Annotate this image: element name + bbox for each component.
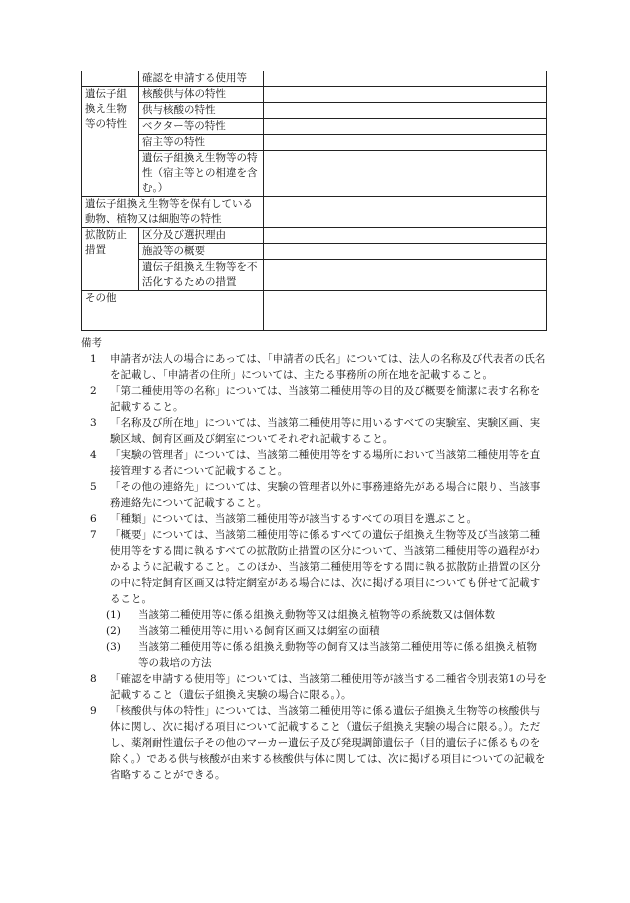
form-label-facility-overview: 施設等の概要 xyxy=(139,244,264,260)
list-item xyxy=(81,703,547,783)
form-label-vector-properties: ベクター等の特性 xyxy=(139,119,264,135)
form-group-label-gmo-properties: 遺伝子組換え生物等の特性 xyxy=(82,87,139,197)
form-label-donor-nucleic-acid: 供与核酸の特性 xyxy=(139,103,264,119)
table-row xyxy=(82,87,547,103)
form-value-cell xyxy=(264,135,547,151)
note-text: 「その他の連絡先」については、実験の管理者以外に事務連絡先がある場合に限り、当該事務連絡先について記載すること。 xyxy=(110,481,541,509)
table-row xyxy=(82,244,547,260)
note-number: 1 xyxy=(90,353,97,365)
form-value-cell xyxy=(264,244,547,260)
note-number: 4 xyxy=(90,449,97,461)
sub-item-text: 当該第二種使用等に係る組換え動物等の飼育又は当該第二種使用等に係る組換え植物等の栽培の方法 xyxy=(138,641,537,669)
table-row xyxy=(82,135,547,151)
list-item xyxy=(81,447,547,479)
table-row xyxy=(82,228,547,244)
note-text: 「核酸供与体の特性」については、当該第二種使用等に係る遺伝子組換え生物等の核酸供与体に関し、次に掲げる項目について記載すること（遺伝子組換え実験の場合に限る。）。ただし、薬剤耐性遺伝子その他のマーカー遺伝子及び発現調節遺伝子（目的遺伝子に係るものを除く。）である供与核酸が由来する核酸供与体に関しては、次に掲げる項目についての記載を省略することができる。 xyxy=(110,705,546,781)
list-item xyxy=(81,671,547,703)
form-value-cell xyxy=(264,291,547,331)
form-value-cell xyxy=(264,87,547,103)
form-value-cell xyxy=(264,71,547,87)
note-text: 「実験の管理者」については、当該第二種使用等をする場所において当該第二種使用等を直接管理する者について記載すること。 xyxy=(110,449,541,477)
form-label-other: その他 xyxy=(82,291,264,331)
form-label-host-properties: 宿主等の特性 xyxy=(139,135,264,151)
form-group-label-containment: 拡散防止措置 xyxy=(82,228,139,291)
note-number: 5 xyxy=(90,481,97,493)
note-number: 9 xyxy=(90,705,97,717)
sub-list-item xyxy=(81,639,547,671)
note-text: 「種類」については、当該第二種使用等が該当するすべての項目を選ぶこと。 xyxy=(110,513,478,525)
note-number: 6 xyxy=(90,513,97,525)
form-value-cell xyxy=(264,119,547,135)
note-number: 7 xyxy=(90,529,97,541)
form-label-gmo-properties: 遺伝子組換え生物等の特性（宿主等との相違を含む。） xyxy=(139,151,264,197)
sub-item-number: (2) xyxy=(106,625,121,637)
table-row xyxy=(82,197,547,228)
table-row xyxy=(82,119,547,135)
note-number: 8 xyxy=(90,673,97,685)
table-row xyxy=(82,151,547,197)
remarks-section xyxy=(81,335,547,783)
list-item xyxy=(81,527,547,607)
note-text: 「第二種使用等の名称」については、当該第二種使用等の目的及び概要を簡潔に表す名称を記載すること。 xyxy=(110,385,541,413)
list-item xyxy=(81,383,547,415)
form-value-cell xyxy=(264,151,547,197)
note-text: 申請者が法人の場合にあっては、「申請者の氏名」については、法人の名称及び代表者の氏名を記載し、「申請者の住所」については、主たる事務所の所在地を記載すること。 xyxy=(110,353,546,381)
form-label-inactivation: 遺伝子組換え生物等を不活化するための措置 xyxy=(139,260,264,291)
list-item xyxy=(81,351,547,383)
list-item xyxy=(81,511,547,527)
form-label-animal-plant-cell: 遺伝子組換え生物等を保有している動物、植物又は細胞等の特性 xyxy=(82,197,264,228)
table-row xyxy=(82,71,547,87)
table-row xyxy=(82,260,547,291)
sub-list-item xyxy=(81,623,547,639)
sub-item-number: (1) xyxy=(106,609,121,621)
note-text: 「概要」については、当該第二種使用等に係るすべての遺伝子組換え生物等及び当該第二種使用等をする間に執るすべての拡散防止措置の区分について、当該第二種使用等の過程がわかるように記載すること。このほか、当該第二種使用等をする間に執る拡散防止措置の区分の中に特定飼育区画又は特定網室がある場合には、次に掲げる項目についても併せて記載すること。 xyxy=(110,529,541,605)
sub-item-number: (3) xyxy=(106,641,121,653)
form-label-usage-to-confirm: 確認を申請する使用等 xyxy=(139,71,264,87)
sub-list-item xyxy=(81,607,547,623)
table-row xyxy=(82,291,547,331)
form-value-cell xyxy=(264,260,547,291)
note-number: 2 xyxy=(90,385,97,397)
form-value-cell xyxy=(264,228,547,244)
list-item xyxy=(81,415,547,447)
note-text: 「確認を申請する使用等」については、当該第二種使用等が該当する二種省令別表第1の号を記載すること（遺伝子組換え実験の場合に限る。）。 xyxy=(110,673,547,701)
remarks-heading: 備考 xyxy=(81,337,102,349)
list-item xyxy=(81,479,547,511)
sub-item-text: 当該第二種使用等に係る組換え動物等又は組換え植物等の系統数又は個体数 xyxy=(138,609,495,621)
table-row xyxy=(82,103,547,119)
note-text: 「名称及び所在地」については、当該第二種使用等に用いるすべての実験室、実験区画、実験区域、飼育区画及び網室についてそれぞれ記載すること。 xyxy=(110,417,541,445)
document-page xyxy=(81,71,551,783)
form-value-cell xyxy=(264,103,547,119)
form-label-empty xyxy=(82,71,139,87)
form-value-cell xyxy=(264,197,547,228)
form-label-category-reason: 区分及び選択理由 xyxy=(139,228,264,244)
sub-item-text: 当該第二種使用等に用いる飼育区画又は網室の面積 xyxy=(138,625,380,637)
application-form-table xyxy=(81,71,547,331)
form-label-donor-properties: 核酸供与体の特性 xyxy=(139,87,264,103)
note-number: 3 xyxy=(90,417,97,429)
